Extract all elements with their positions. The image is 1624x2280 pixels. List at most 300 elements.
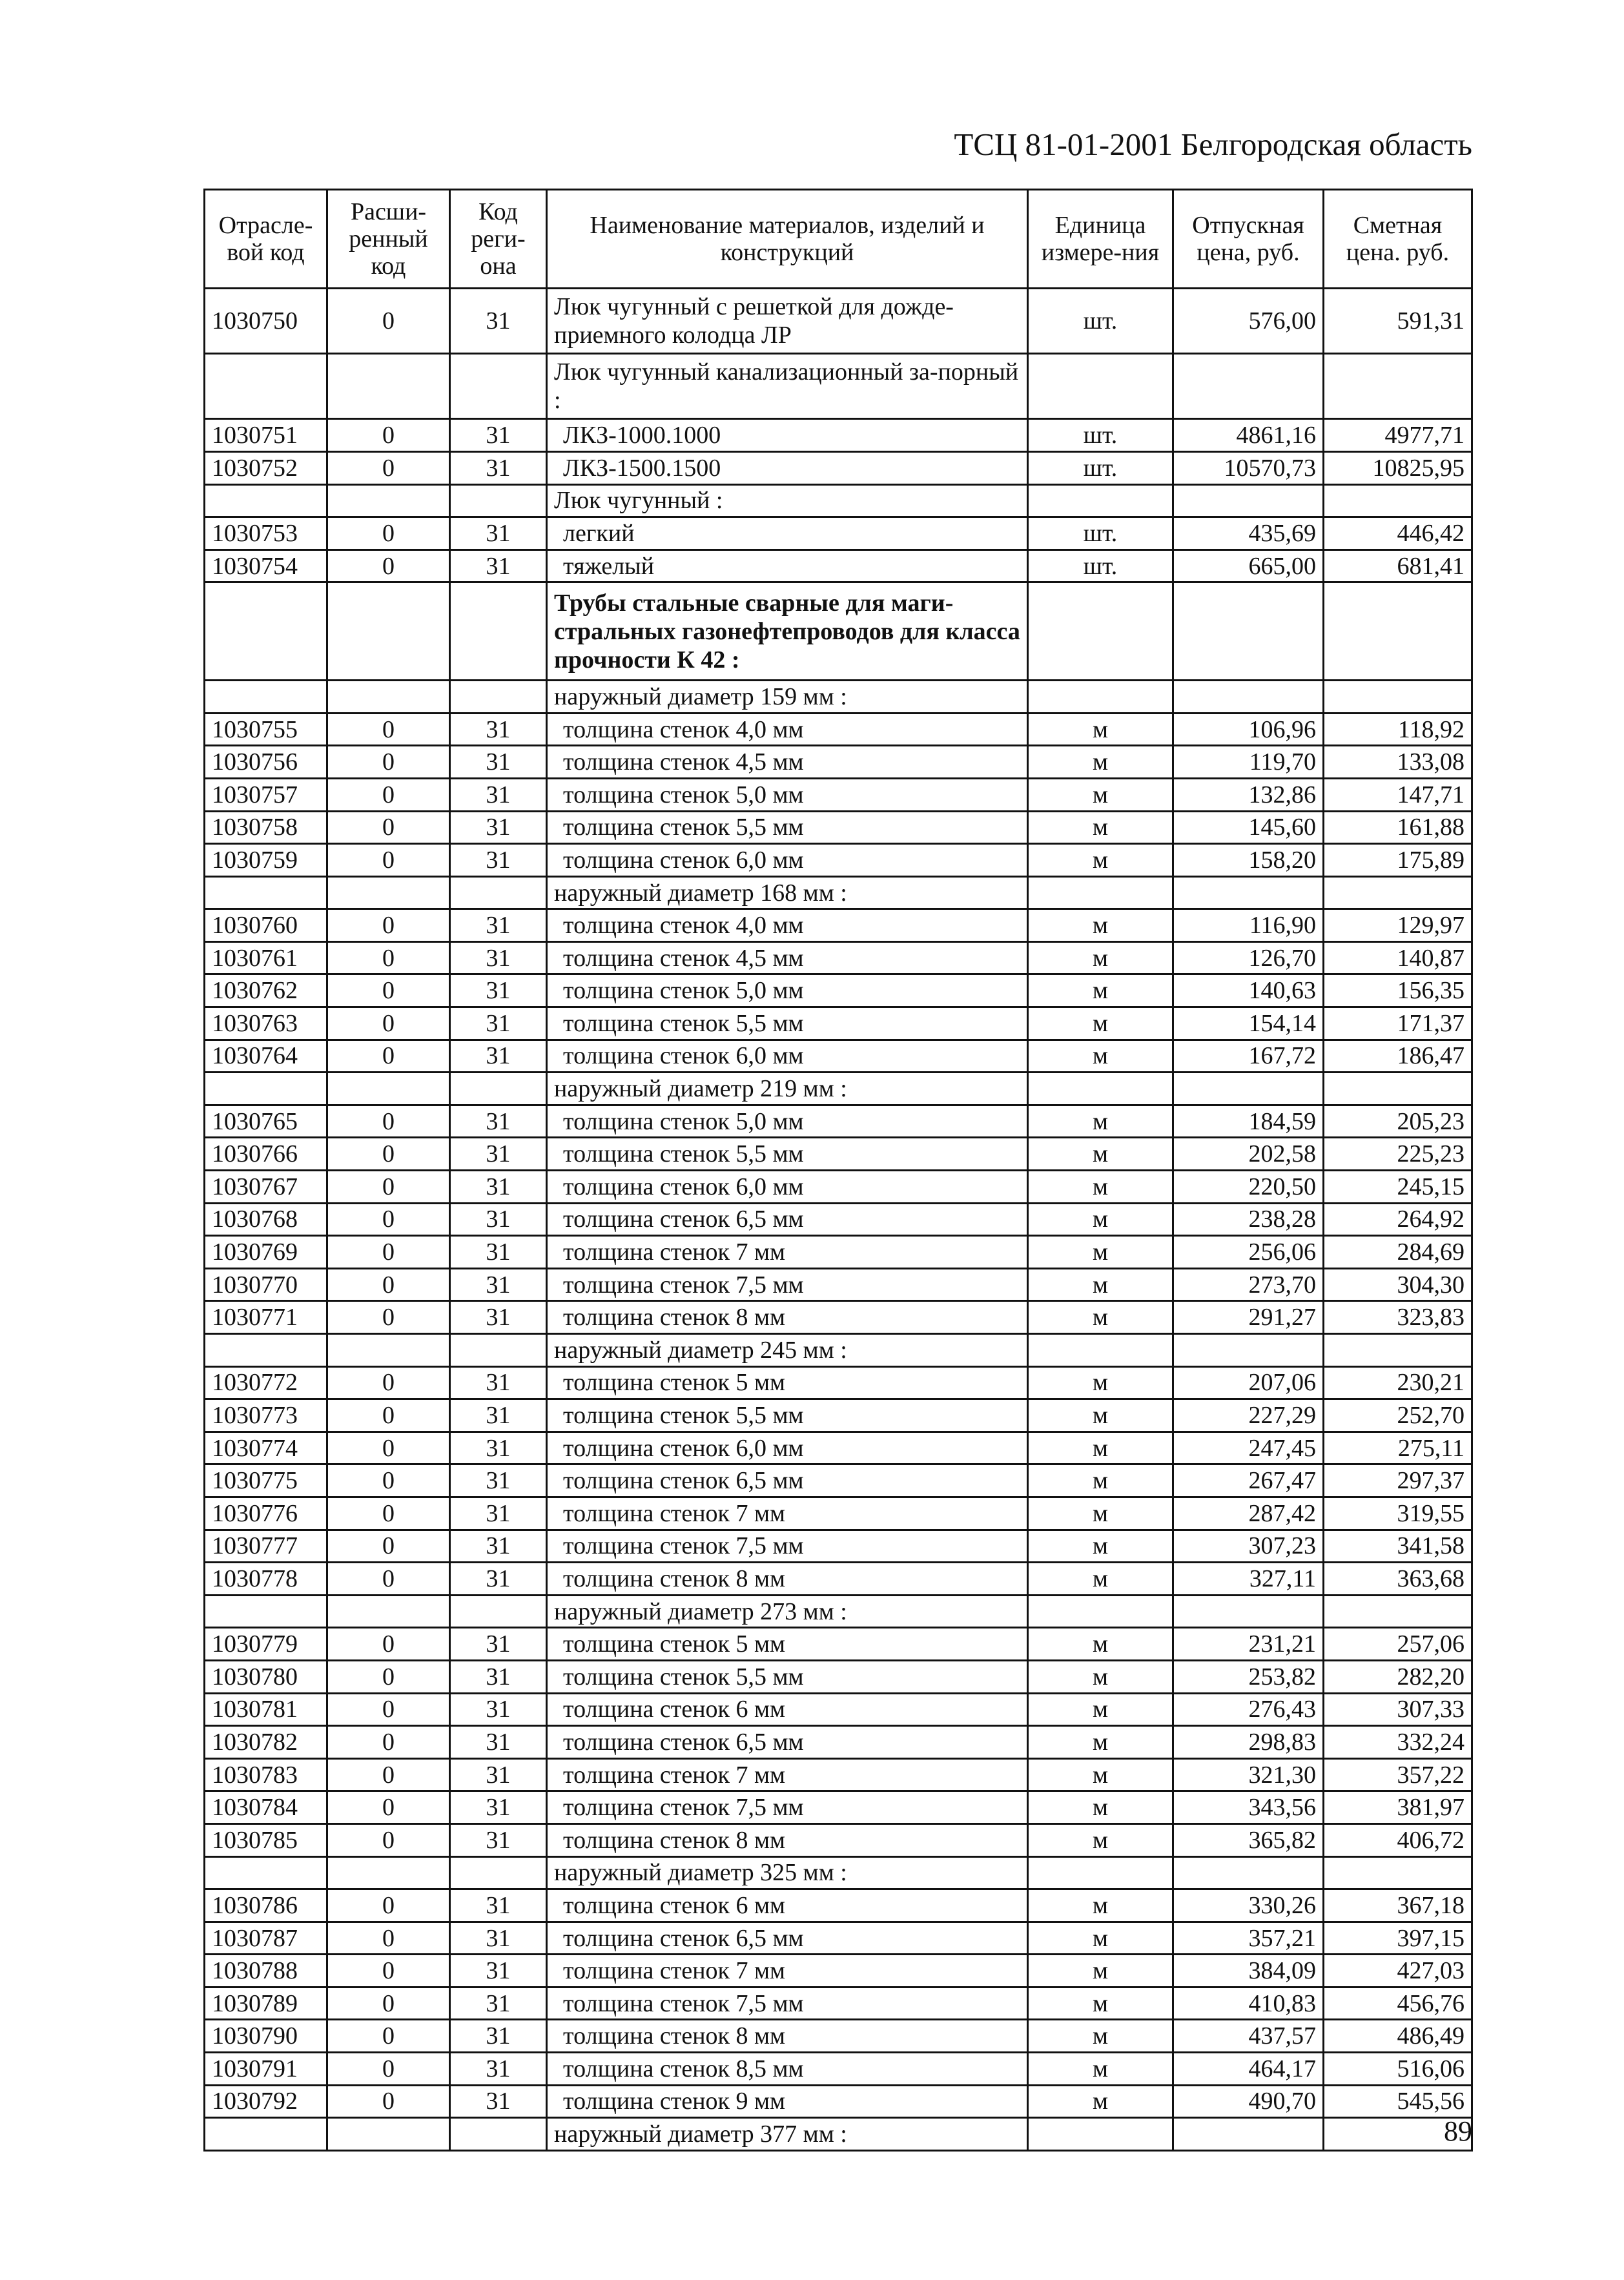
cell-material-name: толщина стенок 7,5 мм [547, 1791, 1028, 1824]
cell-unit: м [1028, 1823, 1173, 1856]
table-row [205, 1236, 1472, 1269]
cell-material-name: наружный диаметр 168 мм : [547, 876, 1028, 909]
cell-material-name: толщина стенок 7 мм [547, 1497, 1028, 1530]
cell-industry-code [205, 1073, 327, 1105]
cell-estimate-price [1324, 681, 1472, 714]
cell-material-name: толщина стенок 7,5 мм [547, 1530, 1028, 1563]
table-row [205, 941, 1472, 974]
cell-industry-code: 1030764 [205, 1040, 327, 1073]
cell-release-price: 140,63 [1173, 974, 1324, 1007]
cell-extended-code: 0 [327, 451, 450, 484]
cell-region-code [450, 1334, 547, 1367]
cell-material-name: толщина стенок 6,5 мм [547, 1464, 1028, 1497]
table-group-row [205, 1595, 1472, 1628]
cell-region-code [450, 2118, 547, 2151]
cell-material-name: толщина стенок 4,0 мм [547, 909, 1028, 942]
cell-region-code: 31 [450, 419, 547, 452]
cell-estimate-price: 225,23 [1324, 1138, 1472, 1171]
cell-material-name: толщина стенок 6 мм [547, 1889, 1028, 1922]
cell-release-price: 207,06 [1173, 1366, 1324, 1399]
cell-release-price [1173, 1073, 1324, 1105]
cell-material-name: толщина стенок 7 мм [547, 1236, 1028, 1269]
table-row [205, 1726, 1472, 1759]
table-row [205, 1530, 1472, 1563]
cell-estimate-price: 307,33 [1324, 1693, 1472, 1726]
cell-estimate-price [1324, 1073, 1472, 1105]
cell-release-price: 184,59 [1173, 1105, 1324, 1138]
table-row [205, 1171, 1472, 1204]
cell-industry-code: 1030766 [205, 1138, 327, 1171]
cell-extended-code: 0 [327, 1105, 450, 1138]
cell-industry-code: 1030755 [205, 713, 327, 746]
cell-region-code: 31 [450, 1823, 547, 1856]
cell-release-price [1173, 681, 1324, 714]
cell-estimate-price: 341,58 [1324, 1530, 1472, 1563]
cell-material-name: Люк чугунный с решеткой для дожде-приемного колодца ЛР [547, 289, 1028, 354]
cell-release-price: 291,27 [1173, 1301, 1324, 1334]
cell-unit: м [1028, 1693, 1173, 1726]
cell-release-price: 220,50 [1173, 1171, 1324, 1204]
table-row [205, 1007, 1472, 1040]
cell-industry-code: 1030771 [205, 1301, 327, 1334]
table-header-row [205, 190, 1472, 289]
cell-industry-code: 1030784 [205, 1791, 327, 1824]
cell-extended-code: 0 [327, 419, 450, 452]
cell-industry-code: 1030754 [205, 549, 327, 582]
cell-region-code: 31 [450, 451, 547, 484]
table-row [205, 1987, 1472, 2020]
cell-extended-code: 0 [327, 713, 450, 746]
cell-estimate-price: 257,06 [1324, 1628, 1472, 1661]
cell-unit: м [1028, 1105, 1173, 1138]
cell-extended-code [327, 484, 450, 517]
cell-release-price: 132,86 [1173, 778, 1324, 811]
cell-unit [1028, 582, 1173, 681]
cell-material-name: ЛКЗ-1500.1500 [547, 451, 1028, 484]
cell-extended-code [327, 876, 450, 909]
cell-unit: м [1028, 1432, 1173, 1464]
cell-material-name: толщина стенок 6,5 мм [547, 1726, 1028, 1759]
cell-release-price [1173, 2118, 1324, 2151]
cell-material-name: наружный диаметр 245 мм : [547, 1334, 1028, 1367]
table-row [205, 2085, 1472, 2118]
table-row [205, 419, 1472, 452]
cell-estimate-price: 446,42 [1324, 517, 1472, 550]
cell-material-name: наружный диаметр 273 мм : [547, 1595, 1028, 1628]
cell-region-code [450, 354, 547, 419]
table-row [205, 746, 1472, 779]
cell-release-price: 253,82 [1173, 1660, 1324, 1693]
cell-region-code: 31 [450, 1726, 547, 1759]
cell-release-price: 158,20 [1173, 844, 1324, 877]
cell-region-code: 31 [450, 1987, 547, 2020]
cell-region-code: 31 [450, 1171, 547, 1204]
cell-industry-code: 1030772 [205, 1366, 327, 1399]
cell-region-code: 31 [450, 1628, 547, 1661]
cell-extended-code: 0 [327, 1203, 450, 1236]
cell-estimate-price: 297,37 [1324, 1464, 1472, 1497]
cell-region-code: 31 [450, 289, 547, 354]
cell-industry-code: 1030777 [205, 1530, 327, 1563]
cell-material-name: толщина стенок 5 мм [547, 1628, 1028, 1661]
cell-industry-code: 1030774 [205, 1432, 327, 1464]
cell-extended-code [327, 1856, 450, 1889]
cell-release-price: 298,83 [1173, 1726, 1324, 1759]
cell-extended-code: 0 [327, 1497, 450, 1530]
cell-material-name: толщина стенок 6,5 мм [547, 1203, 1028, 1236]
cell-industry-code: 1030759 [205, 844, 327, 877]
cell-region-code [450, 681, 547, 714]
cell-estimate-price: 156,35 [1324, 974, 1472, 1007]
cell-estimate-price: 363,68 [1324, 1563, 1472, 1596]
cell-extended-code: 0 [327, 1366, 450, 1399]
cell-material-name: наружный диаметр 219 мм : [547, 1073, 1028, 1105]
cell-extended-code [327, 681, 450, 714]
cell-industry-code: 1030783 [205, 1758, 327, 1791]
cell-industry-code: 1030790 [205, 2020, 327, 2053]
cell-unit: м [1028, 1268, 1173, 1301]
table-row [205, 1922, 1472, 1955]
cell-material-name: толщина стенок 6,0 мм [547, 1171, 1028, 1204]
cell-material-name: наружный диаметр 159 мм : [547, 681, 1028, 714]
cell-region-code [450, 582, 547, 681]
cell-industry-code: 1030761 [205, 941, 327, 974]
cell-industry-code: 1030770 [205, 1268, 327, 1301]
table-row [205, 1758, 1472, 1791]
cell-material-name: толщина стенок 5,5 мм [547, 1138, 1028, 1171]
cell-estimate-price: 4977,71 [1324, 419, 1472, 452]
cell-estimate-price: 367,18 [1324, 1889, 1472, 1922]
cell-industry-code: 1030791 [205, 2053, 327, 2086]
cell-region-code: 31 [450, 1007, 547, 1040]
cell-material-name: толщина стенок 4,5 мм [547, 746, 1028, 779]
cell-region-code [450, 876, 547, 909]
cell-region-code: 31 [450, 2020, 547, 2053]
cell-extended-code: 0 [327, 844, 450, 877]
cell-release-price: 307,23 [1173, 1530, 1324, 1563]
cell-industry-code: 1030753 [205, 517, 327, 550]
cell-unit: м [1028, 844, 1173, 877]
cell-release-price: 330,26 [1173, 1889, 1324, 1922]
table-row [205, 2053, 1472, 2086]
table-row [205, 1138, 1472, 1171]
cell-unit: м [1028, 1464, 1173, 1497]
cell-release-price: 126,70 [1173, 941, 1324, 974]
cell-region-code: 31 [450, 1366, 547, 1399]
cell-estimate-price [1324, 876, 1472, 909]
cell-industry-code [205, 1595, 327, 1628]
cell-estimate-price: 230,21 [1324, 1366, 1472, 1399]
cell-region-code: 31 [450, 1922, 547, 1955]
cell-estimate-price: 147,71 [1324, 778, 1472, 811]
table-row [205, 1497, 1472, 1530]
cell-estimate-price: 186,47 [1324, 1040, 1472, 1073]
table-row [205, 1464, 1472, 1497]
cell-unit: м [1028, 1007, 1173, 1040]
cell-release-price: 490,70 [1173, 2085, 1324, 2118]
cell-material-name: наружный диаметр 325 мм : [547, 1856, 1028, 1889]
cell-unit: м [1028, 1138, 1173, 1171]
cell-industry-code: 1030778 [205, 1563, 327, 1596]
cell-industry-code: 1030786 [205, 1889, 327, 1922]
cell-estimate-price: 140,87 [1324, 941, 1472, 974]
cell-unit: м [1028, 1889, 1173, 1922]
cell-material-name: толщина стенок 7,5 мм [547, 1268, 1028, 1301]
cell-industry-code: 1030751 [205, 419, 327, 452]
cell-industry-code [205, 484, 327, 517]
cell-unit: шт. [1028, 289, 1173, 354]
cell-release-price: 10570,73 [1173, 451, 1324, 484]
cell-material-name: толщина стенок 8 мм [547, 1823, 1028, 1856]
cell-region-code: 31 [450, 517, 547, 550]
table-row [205, 2020, 1472, 2053]
table-group-row [205, 582, 1472, 681]
cell-extended-code: 0 [327, 1138, 450, 1171]
cell-region-code [450, 1595, 547, 1628]
column-header-region-code: Код реги-она [450, 190, 547, 289]
table-row [205, 1203, 1472, 1236]
cell-extended-code: 0 [327, 1236, 450, 1269]
cell-estimate-price: 205,23 [1324, 1105, 1472, 1138]
table-group-row [205, 1073, 1472, 1105]
cell-estimate-price: 323,83 [1324, 1301, 1472, 1334]
cell-release-price: 106,96 [1173, 713, 1324, 746]
cell-extended-code: 0 [327, 1530, 450, 1563]
cell-material-name: толщина стенок 6,0 мм [547, 844, 1028, 877]
cell-region-code: 31 [450, 811, 547, 844]
cell-estimate-price [1324, 1334, 1472, 1367]
cell-estimate-price: 427,03 [1324, 1955, 1472, 1987]
cell-unit: м [1028, 1203, 1173, 1236]
cell-industry-code [205, 2118, 327, 2151]
cell-region-code: 31 [450, 1203, 547, 1236]
cell-industry-code: 1030769 [205, 1236, 327, 1269]
cell-industry-code [205, 876, 327, 909]
cell-release-price: 464,17 [1173, 2053, 1324, 2086]
table-row [205, 1268, 1472, 1301]
cell-unit [1028, 484, 1173, 517]
cell-unit: м [1028, 1301, 1173, 1334]
cell-region-code: 31 [450, 1432, 547, 1464]
cell-unit: м [1028, 1955, 1173, 1987]
cell-extended-code: 0 [327, 2085, 450, 2118]
table-row [205, 1955, 1472, 1987]
cell-estimate-price: 397,15 [1324, 1922, 1472, 1955]
cell-estimate-price: 284,69 [1324, 1236, 1472, 1269]
cell-release-price: 437,57 [1173, 2020, 1324, 2053]
table-row [205, 1693, 1472, 1726]
cell-extended-code: 0 [327, 974, 450, 1007]
cell-release-price [1173, 354, 1324, 419]
cell-release-price: 145,60 [1173, 811, 1324, 844]
cell-estimate-price: 161,88 [1324, 811, 1472, 844]
cell-industry-code: 1030763 [205, 1007, 327, 1040]
cell-material-name: толщина стенок 4,0 мм [547, 713, 1028, 746]
cell-extended-code: 0 [327, 1791, 450, 1824]
cell-unit: м [1028, 1399, 1173, 1432]
cell-material-name: толщина стенок 5,5 мм [547, 811, 1028, 844]
cell-industry-code: 1030780 [205, 1660, 327, 1693]
cell-industry-code: 1030756 [205, 746, 327, 779]
cell-unit [1028, 681, 1173, 714]
cell-unit: шт. [1028, 517, 1173, 550]
cell-industry-code: 1030781 [205, 1693, 327, 1726]
cell-release-price [1173, 1595, 1324, 1628]
cell-industry-code: 1030762 [205, 974, 327, 1007]
cell-release-price: 357,21 [1173, 1922, 1324, 1955]
cell-release-price [1173, 876, 1324, 909]
column-header-estimate-price: Сметная цена. руб. [1324, 190, 1472, 289]
cell-region-code: 31 [450, 1399, 547, 1432]
document-header-title: ТСЦ 81-01-2001 Белгородская область [954, 127, 1472, 162]
cell-region-code: 31 [450, 1530, 547, 1563]
cell-unit: м [1028, 2020, 1173, 2053]
column-header-extended-code: Расши-ренный код [327, 190, 450, 289]
table-row [205, 1563, 1472, 1596]
cell-extended-code: 0 [327, 1268, 450, 1301]
table-row [205, 517, 1472, 550]
cell-material-name: толщина стенок 7 мм [547, 1955, 1028, 1987]
cell-extended-code: 0 [327, 1040, 450, 1073]
cell-region-code: 31 [450, 1660, 547, 1693]
table-row [205, 1366, 1472, 1399]
cell-release-price: 256,06 [1173, 1236, 1324, 1269]
table-row [205, 909, 1472, 942]
cell-material-name: толщина стенок 6 мм [547, 1693, 1028, 1726]
cell-region-code: 31 [450, 1791, 547, 1824]
cell-extended-code: 0 [327, 1922, 450, 1955]
table-row [205, 549, 1472, 582]
cell-extended-code: 0 [327, 778, 450, 811]
cell-extended-code [327, 2118, 450, 2151]
cell-release-price: 410,83 [1173, 1987, 1324, 2020]
cell-estimate-price: 591,31 [1324, 289, 1472, 354]
cell-extended-code: 0 [327, 941, 450, 974]
cell-material-name: легкий [547, 517, 1028, 550]
cell-unit: м [1028, 909, 1173, 942]
cell-extended-code: 0 [327, 1823, 450, 1856]
cell-extended-code: 0 [327, 1563, 450, 1596]
cell-region-code: 31 [450, 909, 547, 942]
cell-unit: м [1028, 1758, 1173, 1791]
cell-extended-code: 0 [327, 1726, 450, 1759]
cell-region-code: 31 [450, 1758, 547, 1791]
table-row [205, 713, 1472, 746]
cell-estimate-price: 282,20 [1324, 1660, 1472, 1693]
cell-release-price: 435,69 [1173, 517, 1324, 550]
cell-release-price: 273,70 [1173, 1268, 1324, 1301]
cell-region-code: 31 [450, 746, 547, 779]
cell-unit: м [1028, 1726, 1173, 1759]
table-group-row [205, 681, 1472, 714]
cell-region-code: 31 [450, 1268, 547, 1301]
cell-region-code: 31 [450, 1497, 547, 1530]
cell-estimate-price: 175,89 [1324, 844, 1472, 877]
cell-region-code: 31 [450, 778, 547, 811]
cell-extended-code: 0 [327, 1955, 450, 1987]
cell-industry-code: 1030758 [205, 811, 327, 844]
table-body [205, 289, 1472, 2151]
cell-release-price: 327,11 [1173, 1563, 1324, 1596]
cell-material-name: толщина стенок 5,5 мм [547, 1660, 1028, 1693]
cell-unit: м [1028, 713, 1173, 746]
cell-region-code: 31 [450, 974, 547, 1007]
cell-extended-code: 0 [327, 811, 450, 844]
table-group-row [205, 1856, 1472, 1889]
cell-release-price: 119,70 [1173, 746, 1324, 779]
cell-material-name: толщина стенок 6,0 мм [547, 1432, 1028, 1464]
cell-region-code: 31 [450, 549, 547, 582]
cell-region-code: 31 [450, 1105, 547, 1138]
cell-material-name: толщина стенок 7 мм [547, 1758, 1028, 1791]
cell-unit: м [1028, 1040, 1173, 1073]
cell-estimate-price: 171,37 [1324, 1007, 1472, 1040]
cell-release-price: 231,21 [1173, 1628, 1324, 1661]
cell-unit [1028, 354, 1173, 419]
cell-region-code: 31 [450, 1138, 547, 1171]
cell-unit: м [1028, 811, 1173, 844]
cell-region-code: 31 [450, 1301, 547, 1334]
cell-extended-code: 0 [327, 1889, 450, 1922]
cell-region-code: 31 [450, 1889, 547, 1922]
cell-material-name: толщина стенок 5,0 мм [547, 778, 1028, 811]
table-row [205, 974, 1472, 1007]
table-row [205, 1791, 1472, 1824]
column-header-material-name: Наименование материалов, изделий и конструкций [547, 190, 1028, 289]
cell-material-name: толщина стенок 8 мм [547, 2020, 1028, 2053]
cell-industry-code: 1030760 [205, 909, 327, 942]
cell-material-name: толщина стенок 8 мм [547, 1301, 1028, 1334]
cell-unit: шт. [1028, 419, 1173, 452]
cell-material-name: толщина стенок 5 мм [547, 1366, 1028, 1399]
cell-material-name: наружный диаметр 377 мм : [547, 2118, 1028, 2151]
cell-unit: шт. [1028, 451, 1173, 484]
cell-estimate-price: 357,22 [1324, 1758, 1472, 1791]
cell-material-name: толщина стенок 9 мм [547, 2085, 1028, 2118]
cell-estimate-price: 10825,95 [1324, 451, 1472, 484]
cell-release-price: 365,82 [1173, 1823, 1324, 1856]
cell-material-name: толщина стенок 5,5 мм [547, 1007, 1028, 1040]
cell-industry-code: 1030787 [205, 1922, 327, 1955]
cell-extended-code: 0 [327, 1171, 450, 1204]
cell-industry-code: 1030782 [205, 1726, 327, 1759]
cell-extended-code [327, 1334, 450, 1367]
cell-industry-code: 1030768 [205, 1203, 327, 1236]
price-table [203, 189, 1473, 2152]
cell-material-name: толщина стенок 7,5 мм [547, 1987, 1028, 2020]
cell-unit: м [1028, 1660, 1173, 1693]
cell-extended-code: 0 [327, 2020, 450, 2053]
cell-material-name: толщина стенок 6,0 мм [547, 1040, 1028, 1073]
cell-unit [1028, 876, 1173, 909]
cell-unit: м [1028, 941, 1173, 974]
cell-estimate-price [1324, 1856, 1472, 1889]
cell-extended-code: 0 [327, 1301, 450, 1334]
cell-release-price: 202,58 [1173, 1138, 1324, 1171]
cell-estimate-price: 545,56 [1324, 2085, 1472, 2118]
cell-industry-code: 1030775 [205, 1464, 327, 1497]
cell-release-price: 276,43 [1173, 1693, 1324, 1726]
cell-region-code [450, 1856, 547, 1889]
cell-release-price: 247,45 [1173, 1432, 1324, 1464]
cell-unit: м [1028, 1236, 1173, 1269]
cell-unit: м [1028, 2053, 1173, 2086]
column-header-industry-code: Отрасле-вой код [205, 190, 327, 289]
cell-industry-code: 1030773 [205, 1399, 327, 1432]
cell-industry-code [205, 681, 327, 714]
cell-unit: шт. [1028, 549, 1173, 582]
cell-release-price [1173, 582, 1324, 681]
